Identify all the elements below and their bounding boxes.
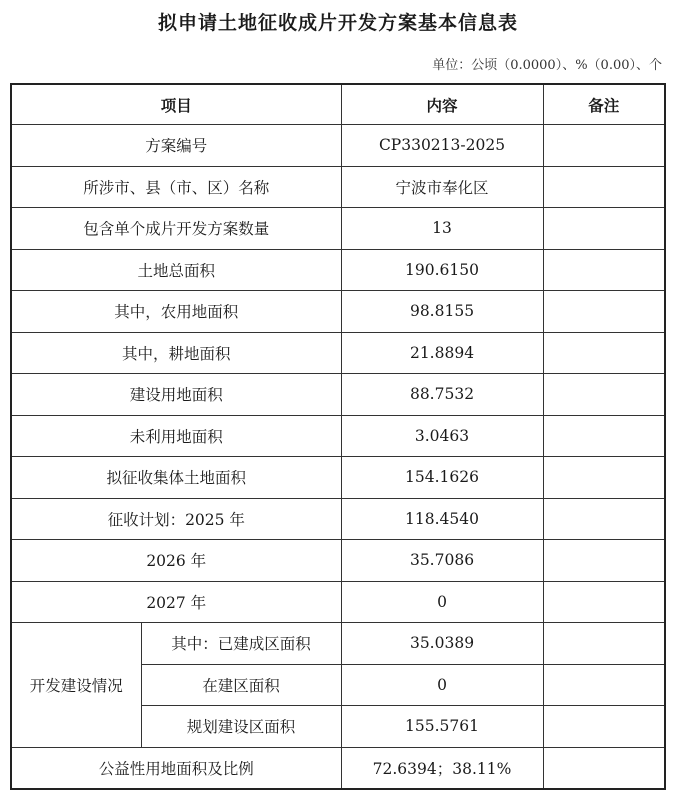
row-value: 118.4540	[341, 498, 543, 540]
row-label: 土地总面积	[11, 249, 341, 291]
row-remark	[543, 706, 665, 748]
row-value: 35.7086	[341, 540, 543, 582]
table-header-row	[11, 84, 665, 125]
row-value: 190.6150	[341, 249, 543, 291]
row-label: 其中，耕地面积	[11, 332, 341, 374]
row-label: 建设用地面积	[11, 374, 341, 416]
table-row	[11, 415, 665, 457]
row-label: 其中，农用地面积	[11, 291, 341, 333]
row-value: 3.0463	[341, 415, 543, 457]
row-value: 13	[341, 208, 543, 250]
header-remark: 备注	[543, 84, 665, 125]
row-label: 规划建设区面积	[141, 706, 341, 748]
table-row	[11, 457, 665, 499]
row-remark	[543, 623, 665, 665]
row-label: 公益性用地面积及比例	[11, 747, 341, 789]
info-table	[10, 83, 666, 790]
table-row	[11, 332, 665, 374]
table-row	[11, 291, 665, 333]
row-label: 在建区面积	[141, 664, 341, 706]
row-remark	[543, 581, 665, 623]
document-title: 拟申请土地征收成片开发方案基本信息表	[157, 12, 518, 34]
row-value: 宁波市奉化区	[341, 166, 543, 208]
table-row	[11, 374, 665, 416]
row-value: 35.0389	[341, 623, 543, 665]
row-remark	[543, 332, 665, 374]
row-label: 拟征收集体土地面积	[11, 457, 341, 499]
table-row	[11, 623, 665, 665]
table-row	[11, 540, 665, 582]
row-value: 21.8894	[341, 332, 543, 374]
table-row	[11, 498, 665, 540]
row-label: 方案编号	[11, 125, 341, 167]
row-remark	[543, 457, 665, 499]
row-remark	[543, 291, 665, 333]
row-value: 72.6394；38.11%	[341, 747, 543, 789]
row-label: 所涉市、县（市、区）名称	[11, 166, 341, 208]
row-remark	[543, 415, 665, 457]
table-row	[11, 166, 665, 208]
row-remark	[543, 125, 665, 167]
table-row	[11, 249, 665, 291]
row-remark	[543, 374, 665, 416]
row-remark	[543, 540, 665, 582]
row-value: 155.5761	[341, 706, 543, 748]
header-content: 内容	[341, 84, 543, 125]
row-label: 包含单个成片开发方案数量	[11, 208, 341, 250]
header-item: 项目	[11, 84, 341, 125]
row-label: 未利用地面积	[11, 415, 341, 457]
row-remark	[543, 166, 665, 208]
table-row	[11, 581, 665, 623]
unit-note: 单位：公顷（0.0000）、%（0.00）、个	[432, 58, 662, 73]
row-remark	[543, 498, 665, 540]
development-group-label: 开发建设情况	[11, 623, 141, 748]
row-label: 2026 年	[11, 540, 341, 582]
row-label: 其中：已建成区面积	[141, 623, 341, 665]
table-row	[11, 125, 665, 167]
row-label: 征收计划：2025 年	[11, 498, 341, 540]
row-value: 0	[341, 581, 543, 623]
row-value: CP330213-2025	[341, 125, 543, 167]
row-value: 98.8155	[341, 291, 543, 333]
row-remark	[543, 747, 665, 789]
table-row	[11, 208, 665, 250]
row-label: 2027 年	[11, 581, 341, 623]
row-value: 154.1626	[341, 457, 543, 499]
row-value: 88.7532	[341, 374, 543, 416]
row-remark	[543, 249, 665, 291]
row-value: 0	[341, 664, 543, 706]
table-row	[11, 747, 665, 789]
row-remark	[543, 664, 665, 706]
row-remark	[543, 208, 665, 250]
